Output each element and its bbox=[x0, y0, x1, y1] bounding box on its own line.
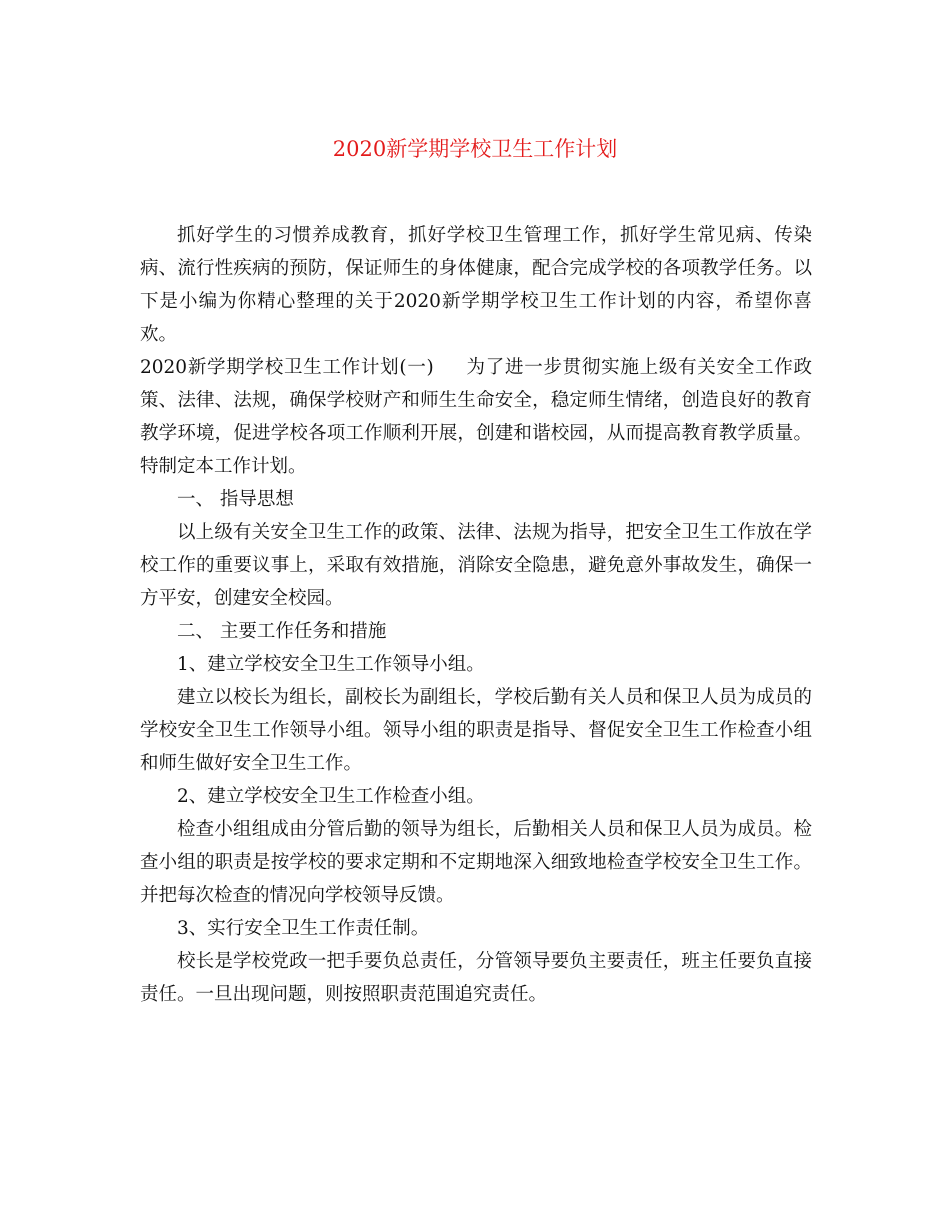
item-heading-responsibility-system: 3、实行安全卫生工作责任制。 bbox=[177, 918, 430, 939]
document-body bbox=[140, 219, 812, 1011]
item-heading-leadership-group: 1、建立学校安全卫生工作领导小组。 bbox=[177, 654, 485, 675]
plan-heading: 2020新学期学校卫生工作计划(一) bbox=[140, 357, 434, 378]
responsibility-system-paragraph: 校长是学校党政一把手要负总责任，分管领导要负主要责任，班主任要负直接责任。一旦出现问题，则按照职责范围追究责任。 bbox=[140, 951, 812, 1005]
item-heading-inspection-group: 2、建立学校安全卫生工作检查小组。 bbox=[177, 786, 485, 807]
guiding-thought-paragraph: 以上级有关安全卫生工作的政策、法律、法规为指导，把安全卫生工作放在学校工作的重要议事上，采取有效措施，消除安全隐患，避免意外事故发生，确保一方平安，创建安全校园。 bbox=[140, 522, 812, 609]
section-heading-guiding-thought: 一、 指导思想 bbox=[177, 489, 294, 510]
section-heading-main-tasks: 二、 主要工作任务和措施 bbox=[177, 621, 387, 642]
leadership-group-paragraph: 建立以校长为组长，副校长为副组长，学校后勤有关人员和保卫人员为成员的学校安全卫生工作领导小组。领导小组的职责是指导、督促安全卫生工作检查小组和师生做好安全卫生工作。 bbox=[140, 687, 812, 774]
plan-intro-text: 为了进一步贯彻实施上级有关安全工作政策、法律、法规，确保学校财产和师生生命安全，稳定师生情绪，创造良好的教育教学环境，促进学校各项工作顺利开展，创建和谐校园，从而提高教育教学质量。特制定本工作计划。 bbox=[140, 357, 812, 477]
document-title: 2020新学期学校卫生工作计划 bbox=[332, 137, 618, 161]
intro-paragraph: 抓好学生的习惯养成教育，抓好学校卫生管理工作，抓好学生常见病、传染病、流行性疾病的预防，保证师生的身体健康，配合完成学校的各项教学任务。以下是小编为你精心整理的关于2020新学期学校卫生工作计划的内容，希望你喜欢。 bbox=[140, 225, 812, 345]
inspection-group-paragraph: 检查小组组成由分管后勤的领导为组长，后勤相关人员和保卫人员为成员。检查小组的职责是按学校的要求定期和不定期地深入细致地检查学校安全卫生工作。并把每次检查的情况向学校领导反馈。 bbox=[140, 819, 812, 906]
plan-paragraph bbox=[140, 351, 812, 483]
